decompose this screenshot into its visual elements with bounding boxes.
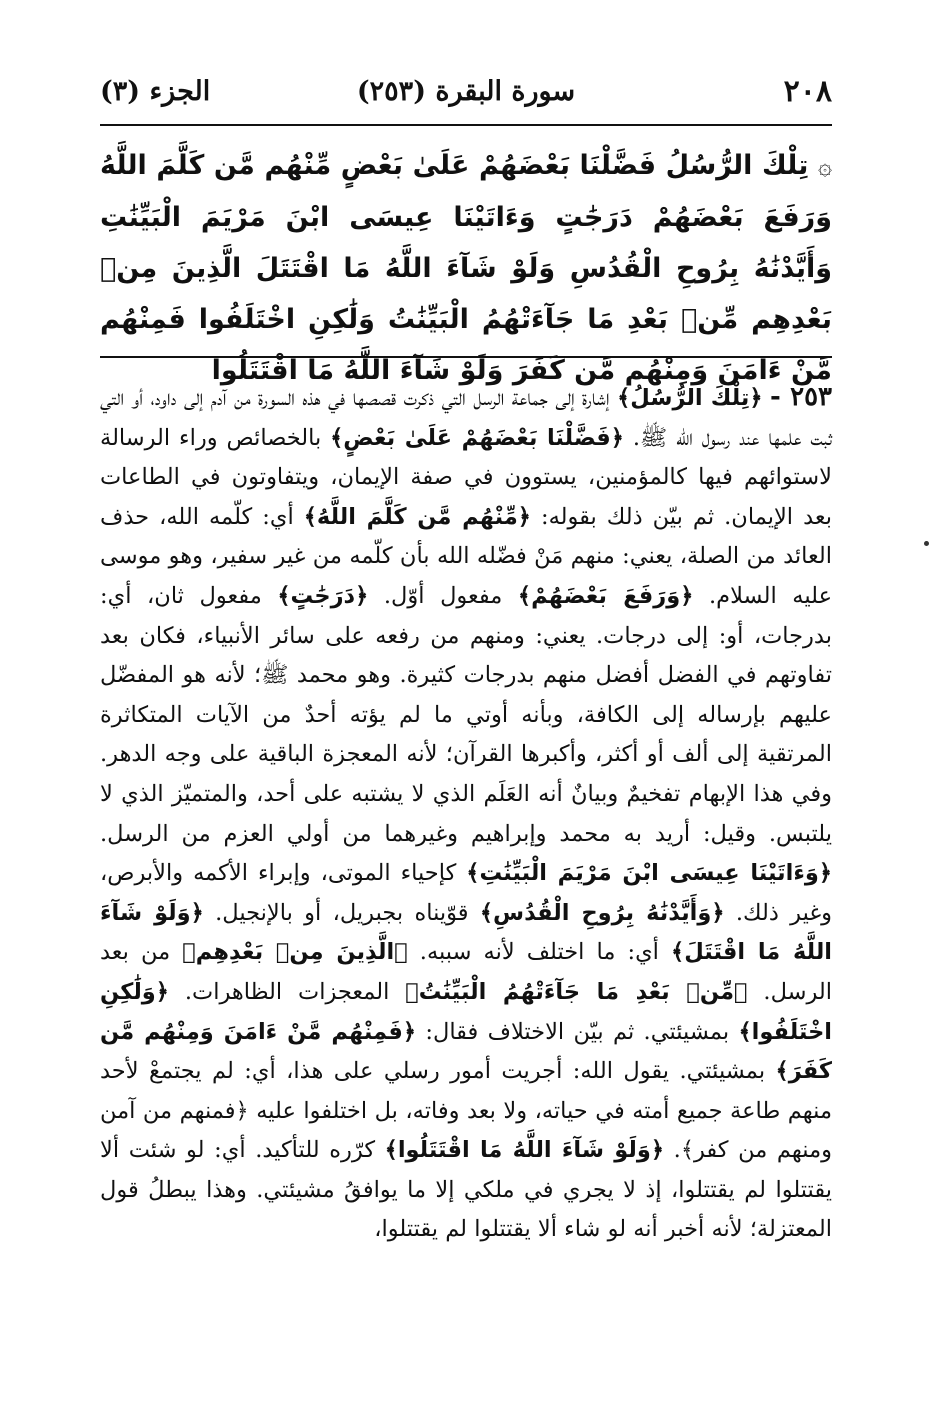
juz-label: الجزء (٣) (100, 76, 211, 107)
quran-quote: ﴿فَمِنْهُم مَّنْ ءَامَنَ وَمِنْهُم مَّن كَفَرَ﴾ (100, 1018, 832, 1085)
margin-mark (924, 541, 929, 546)
commentary-segment: مفعول أوّل. (368, 582, 518, 609)
commentary-segment: كإحياء الموتى، وإبراء الأكمه والأبرص، وغير ذلك. (100, 860, 832, 926)
quran-quote: ﴿وَلَوْ شَآءَ اللَّهُ مَا اقْتَتَلُوا﴾ (384, 1137, 665, 1164)
surah-title: سورة البقرة (٢٥٣) (356, 76, 576, 107)
quran-quote: ﴿الَّذِينَ مِنۢ بَعْدِهِم﴾ (182, 939, 408, 966)
quran-quote: ﴿مِّنۢ بَعْدِ مَا جَآءَتْهُمُ الْبَيِّنَٰتُ﴾ (405, 978, 748, 1005)
quran-quote: ﴿مِّنْهُم مَّن كَلَّمَ اللَّهُ﴾ (303, 503, 531, 530)
quran-verse (100, 140, 832, 386)
quran-quote: ﴿فَضَّلْنَا بَعْضَهُمْ عَلَىٰ بَعْضٍ﴾ (330, 424, 624, 451)
commentary-segment: بمشيئتي. ثم بيّن الاختلاف فقال: (416, 1018, 739, 1045)
commentary-body (100, 385, 832, 1242)
header-divider (100, 124, 832, 126)
commentary-segment: بالخصائص وراء الرسالة لاستوائهم فيها كالمؤمنين، يستوون في صفة الإيمان، ويتفاوتون في الطاعات بعد الإيمان. ثم بيّن ذلك بقوله: (100, 424, 833, 530)
quran-quote: ﴿وَلَوْ شَآءَ اللَّهُ مَا اقْتَتَلَ﴾ (100, 899, 832, 966)
commentary-text (100, 378, 832, 1328)
quran-quote: ﴿وَأَيَّدْنَٰهُ بِرُوحِ الْقُدُسِ﴾ (479, 899, 725, 926)
verse-divider (100, 356, 832, 358)
commentary-segment: المعجزات الظاهرات. (168, 978, 406, 1005)
commentary-segment: بمشيئتي. يقول الله: أجريت أمور رسلي على هذا، أي: لم يجتمعْ لأحد منهم طاعة جميع أمته في حياته، ولا بعد وفاته، بل اختلفوا عليه ﴿فمنهم من آمن ومنهم من كفر﴾. (100, 1058, 832, 1164)
verse-number: ٢٥٣ - (769, 382, 833, 412)
commentary-segment: قوّيناه بجبريل، أو بالإنجيل. (203, 899, 480, 926)
quran-quote: ﴿وَرَفَعَ بَعْضَهُمْ﴾ (517, 582, 694, 609)
rub-el-hizb-icon: ۞ (817, 152, 832, 180)
verse-text: تِلْكَ الرُّسُلُ فَضَّلْنَا بَعْضَهُمْ عَلَىٰ بَعْضٍ مِّنْهُم مَّن كَلَّمَ اللَّهُ وَرَفَعَ بَعْضَهُمْ دَرَجَٰتٍ وَءَاتَيْنَا عِيسَى ابْنَ مَرْيَمَ الْبَيِّنَٰتِ وَأَيَّدْنَٰهُ بِرُوحِ الْقُدُسِ وَلَوْ شَآءَ اللَّهُ مَا اقْتَتَلَ الَّذِينَ مِنۢ بَعْدِهِم مِّنۢ بَعْدِ مَا جَآءَتْهُمُ الْبَيِّنَٰتُ وَلَٰكِنِ اخْتَلَفُوا فَمِنْهُم مَّنْ ءَامَنَ وَمِنْهُم مَّن كَفَرَ وَلَوْ شَآءَ اللَّهُ مَا اقْتَتَلُوا (100, 150, 832, 386)
page-number: ٢٠٨ (783, 74, 832, 109)
quran-quote: ﴿وَلَٰكِنِ اخْتَلَفُوا﴾ (100, 978, 832, 1045)
page-header (100, 72, 832, 120)
commentary-segment: كرّره للتأكيد. أي: لو شئت ألا يقتتلوا لم يقتتلوا، إذ لا يجري في ملكي إلا ما يوافقُ مشيئتي. وهذا يبطلُ قول المعتزلة؛ لأنه أخبر أنه لو شاء ألا يقتتلوا لم يقتتلوا، (100, 1137, 832, 1243)
quran-quote: ﴿وَءَاتَيْنَا عِيسَى ابْنَ مَرْيَمَ الْبَيِّنَٰتِ﴾ (466, 860, 832, 887)
quran-quote: ﴿دَرَجَٰتٍ﴾ (277, 582, 369, 609)
commentary-segment: أي: كلّمه الله، حذف العائد من الصلة، يعني: منهم مَنْ فضّله الله بأن كلّمه من غير سفير، وهو موسى عليه السلام. (100, 503, 833, 609)
commentary-segment: مفعول ثان، أي: بدرجات، أو: إلى درجات. يعني: ومنهم من رفعه على سائر الأنبياء، فكان بعد تفاوتهم في الفضل أفضل منهم بدرجات كثيرة. وهو محمد ﷺ؛ لأنه هو المفضّل عليهم بإرساله إلى الكافة، وبأنه أوتي ما لم يؤته أحدٌ من الآيات المتكاثرة المرتقية إلى ألف أو أكثر، وأكبرها القرآن؛ لأنه المعجزة الباقية على وجه الدهر. وفي هذا الإبهام تفخيمٌ وبيانٌ أنه العَلَم الذي لا يشتبه على أحد، والمتميّز الذي لا يلتبس. وقيل: أريد به محمد وإبراهيم وغيرهما من أولي العزم من الرسل. (100, 582, 832, 847)
commentary-segment: من بعد الرسل. (100, 939, 832, 1005)
commentary-segment: إشارة إلى جماعة الرسل التي ذكرت قصصها في هذه السورة من آدم إلى داود، أو التي ثبت علمها عند رسول الله ﷺ. (100, 385, 832, 451)
commentary-segment: أي: ما اختلف لأنه سببه. (407, 939, 672, 966)
quran-quote: ﴿تِلْكَ الرُّسُلُ﴾ (617, 385, 763, 411)
